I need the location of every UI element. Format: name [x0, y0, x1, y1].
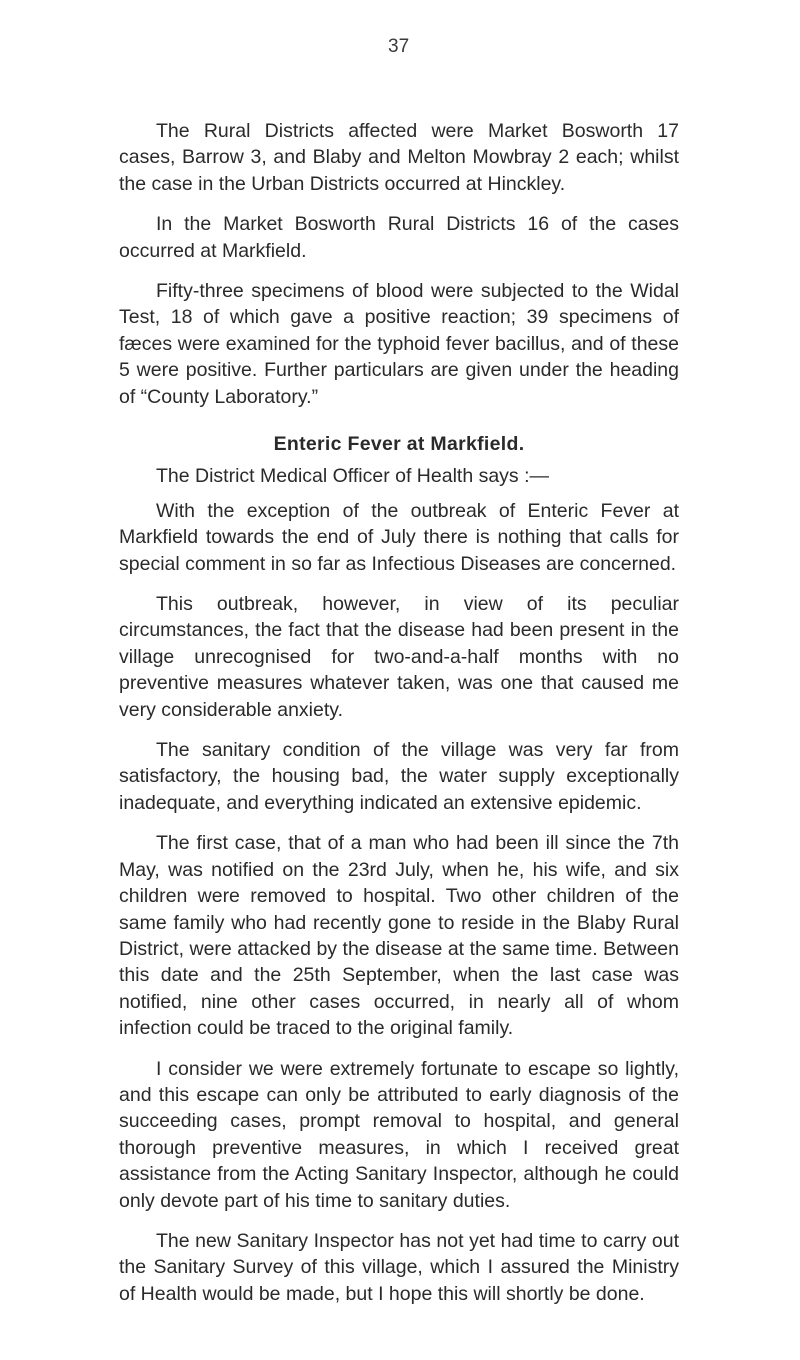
page-number: 37 — [388, 36, 410, 57]
paragraph-widal-test: Fifty-three specimens of blood were subjected to the Widal Test, 18 of which gave a positive reaction; 39 specimens of fæces were examined for the typhoid fever bacillus, and of these 5 were positive. Further particulars are given under the heading of “County Laboratory.” — [119, 280, 679, 408]
paragraph-sanitary-condition: The sanitary condition of the village was very far from satisfactory, the housing bad, the water supply exceptionally inadequate, and everything indicated an extensive epidemic. — [119, 739, 679, 814]
intro-line: The District Medical Officer of Health says :— — [156, 465, 550, 488]
top-section — [119, 118, 679, 424]
paragraph-outbreak: This outbreak, however, in view of its peculiar circumstances, the fact that the disease had been present in the village unrecognised for two-and-a-half months with no preventive measures whatever taken, was one that caused me very considerable anxiety. — [119, 593, 679, 721]
paragraph-fortunate: I consider we were extremely fortunate to escape so lightly, and this escape can only be attributed to early diagnosis of the succeeding cases, prompt removal to hospital, and general thorough preventive measures, in which I received great assistance from the Acting Sanitary Inspector, although he could only devote part of his time to sanitary duties. — [119, 1057, 679, 1212]
paragraph-exception: With the exception of the outbreak of Enteric Fever at Markfield towards the end of July there is nothing that calls for special comment in so far as Infectious Diseases are concerned. — [119, 499, 679, 575]
paragraph-market-bosworth: In the Market Bosworth Rural Districts 16 of the cases occurred at Markfield. — [119, 213, 679, 262]
section-heading: Enteric Fever at Markfield. — [273, 433, 525, 455]
paragraph-rural-districts: The Rural Districts affected were Market Bosworth 17 cases, Barrow 3, and Blaby and Melton Mowbray 2 each; whilst the case in the Urban Districts occurred at Hinckley. — [119, 120, 679, 195]
markfield-section — [119, 417, 679, 1321]
paragraph-new-inspector: The new Sanitary Inspector has not yet had time to carry out the Sanitary Survey of this village, which I assured the Ministry of Health would be made, but I hope this will shortly be done. — [119, 1229, 679, 1305]
paragraph-first-case: The first case, that of a man who had been ill since the 7th May, was notified on the 23rd July, when he, his wife, and six children were removed to hospital. Two other children of the same family who had recently gone to reside in the Blaby Rural District, were attacked by the disease at the same time. Between this date and the 25th September, when the last case was notified, nine other cases occurred, in nearly all of whom infection could be traced to the original family. — [119, 832, 679, 1040]
